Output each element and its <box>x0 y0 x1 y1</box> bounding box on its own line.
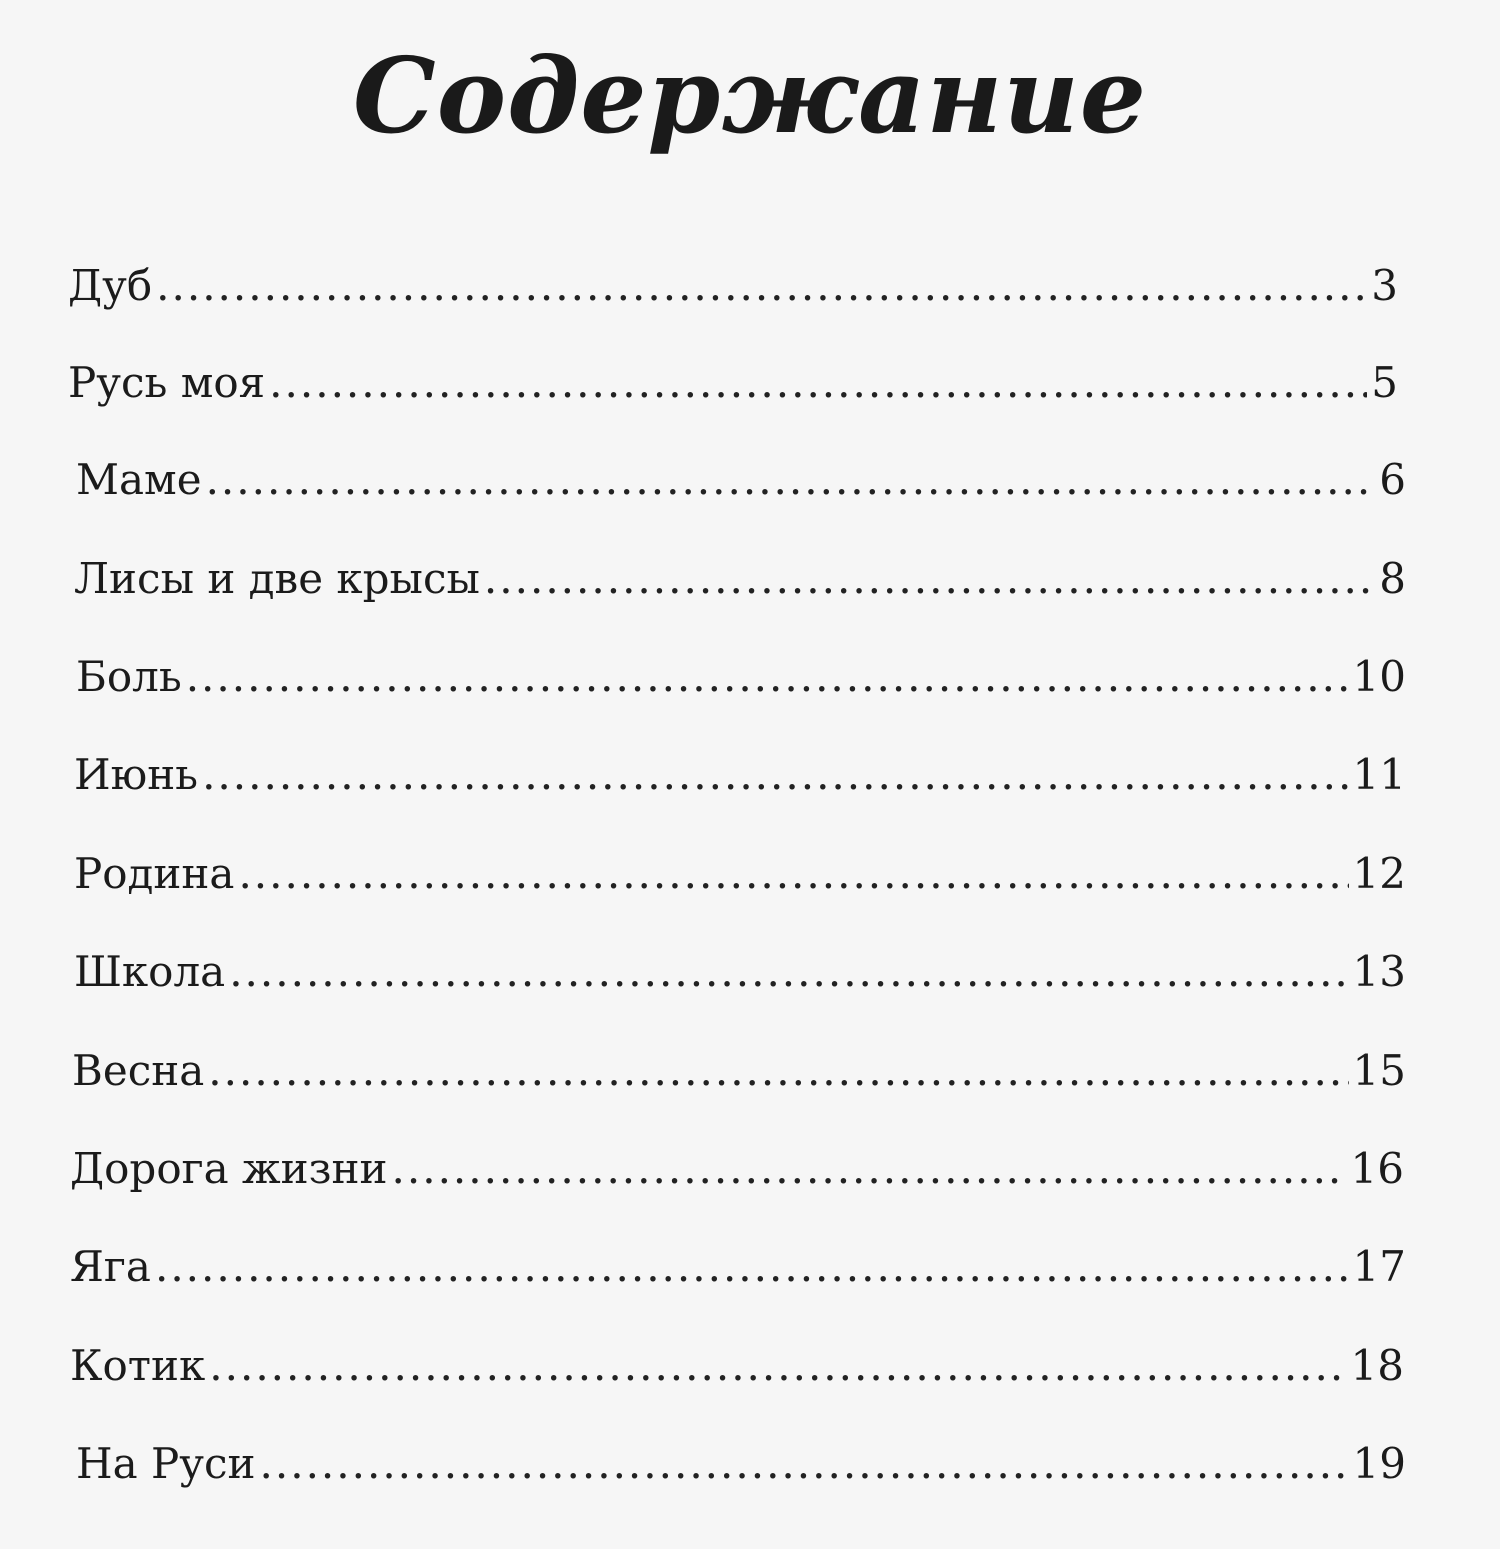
toc-entry-2[interactable] <box>68 353 1398 423</box>
toc-entry-page: 8 <box>1379 554 1406 603</box>
toc-entry-8[interactable] <box>74 942 1406 1012</box>
toc-entry-title: Дуб <box>68 261 153 310</box>
toc-entry-1[interactable] <box>68 256 1398 326</box>
toc-entry-11[interactable] <box>70 1237 1406 1307</box>
toc-entry-3[interactable] <box>76 450 1406 520</box>
dot-leader <box>209 1336 1346 1396</box>
toc-entry-page: 15 <box>1352 1046 1406 1095</box>
toc-entry-page: 16 <box>1350 1144 1404 1193</box>
page-title: Содержание <box>352 34 1148 157</box>
dot-leader <box>208 1041 1348 1101</box>
toc-entry-title: Боль <box>76 652 182 701</box>
toc-entry-page: 17 <box>1352 1242 1406 1291</box>
toc-entry-6[interactable] <box>74 745 1406 815</box>
dot-leader <box>238 844 1348 904</box>
toc-entry-page: 5 <box>1371 358 1398 407</box>
dot-leader <box>392 1139 1347 1199</box>
toc-entry-page: 18 <box>1350 1341 1404 1390</box>
toc-entry-title: Дорога жизни <box>70 1144 388 1193</box>
toc-entry-title: Весна <box>72 1046 205 1095</box>
toc-entry-page: 12 <box>1352 849 1406 898</box>
toc-entry-5[interactable] <box>76 647 1406 717</box>
toc-entry-7[interactable] <box>74 844 1406 914</box>
toc-entry-title: Яга <box>70 1242 151 1291</box>
toc-entry-9[interactable] <box>72 1041 1406 1111</box>
toc-entry-title: На Руси <box>76 1439 256 1488</box>
dot-leader <box>156 256 1367 316</box>
toc-entry-page: 11 <box>1352 750 1406 799</box>
toc-entry-page: 10 <box>1352 652 1406 701</box>
toc-entry-page: 19 <box>1352 1439 1406 1488</box>
toc-entry-page: 6 <box>1379 455 1406 504</box>
toc-entry-page: 3 <box>1371 261 1398 310</box>
toc-entry-title: Лисы и две крысы <box>74 554 480 603</box>
toc-entry-title: Июнь <box>74 750 199 799</box>
dot-leader <box>206 450 1376 510</box>
toc-entry-10[interactable] <box>70 1139 1404 1209</box>
dot-leader <box>155 1237 1349 1297</box>
toc-entry-12[interactable] <box>70 1336 1404 1406</box>
dot-leader <box>202 745 1348 805</box>
dot-leader <box>260 1434 1349 1494</box>
toc-entry-4[interactable] <box>74 549 1406 619</box>
dot-leader <box>484 549 1375 609</box>
dot-leader <box>229 942 1348 1002</box>
toc-entry-title: Маме <box>76 455 202 504</box>
toc-entry-title: Котик <box>70 1341 206 1390</box>
toc-entry-title: Русь моя <box>68 358 266 407</box>
toc-entry-title: Школа <box>74 947 226 996</box>
toc-entry-13[interactable] <box>76 1434 1406 1504</box>
dot-leader <box>269 353 1367 413</box>
toc-entry-page: 13 <box>1352 947 1406 996</box>
dot-leader <box>186 647 1349 707</box>
toc-entry-title: Родина <box>74 849 235 898</box>
